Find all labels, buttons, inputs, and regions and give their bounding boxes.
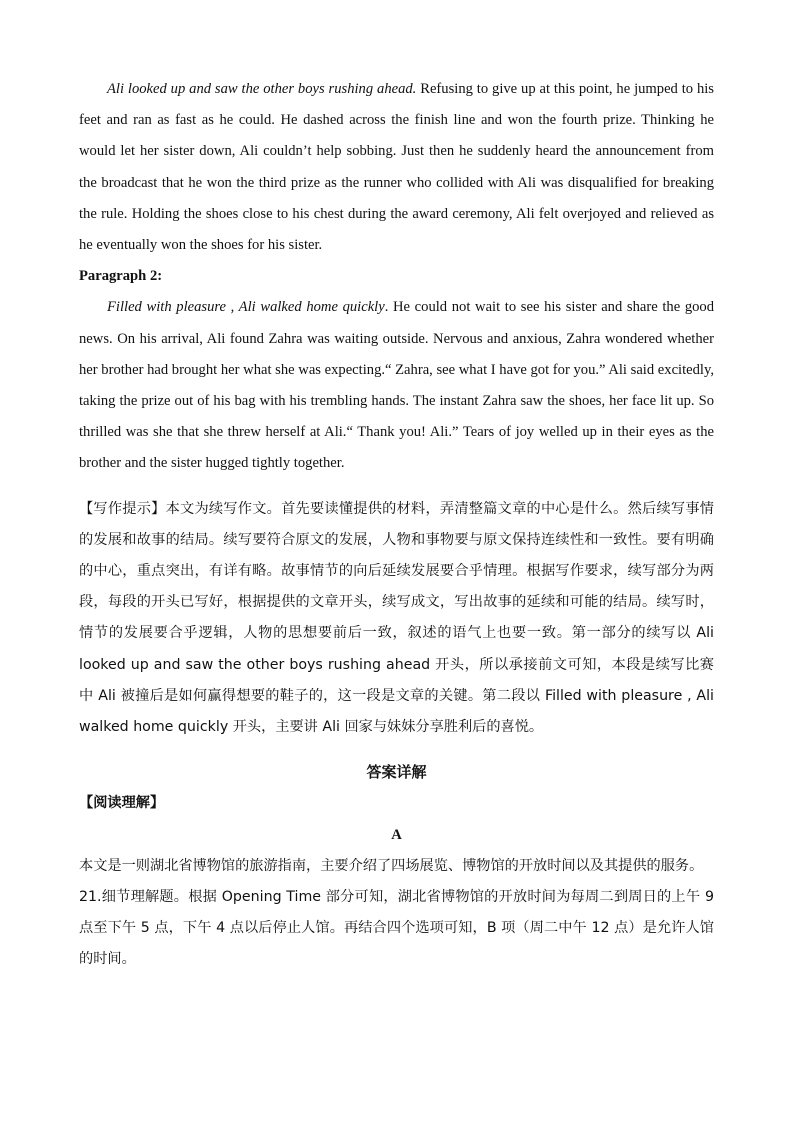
writing-tips-block [79, 494, 714, 744]
paragraph-1-lead: Ali looked up and saw the other boys rushing ahead. [107, 81, 417, 97]
passage-letter: A [391, 826, 402, 843]
paragraph-2-body: . He could not wait to see his sister and share the good news. On his arrival, Ali found Zahra was waiting outside. Nervous and anxious, Zahra wondered whether her brother had brought her what she was expecting.“ Zahra, see what I have got for you.” Ali said excitedly, taking the prize out of his bag with his trembling hands. The instant Zahra saw the shoes, her face lit up. So thrilled was she that she threw herself at Ali.“ Thank you! Ali.” Tears of joy welled up in their eyes as the brother and the sister hugged tightly together. [79, 299, 715, 472]
paragraph-2 [79, 292, 714, 479]
passage-summary: 本文是一则湖北省博物馆的旅游指南，主要介绍了四场展览、博物馆的开放时间以及其提供的服务。 [79, 857, 704, 874]
answer-title: 答案详解 [366, 763, 427, 782]
question-21-explanation: 21.细节理解题。根据 Opening Time 部分可知，湖北省博物馆的开放时间为每周二到周日的上午 9 点至下午 5 点，下午 4 点以后停止人馆。再结合四个选项可知，B 项（周二中午 12 点）是允许人馆的时间。 [79, 889, 714, 968]
writing-tips: 【写作提示】本文为续写作文。首先要读懂提供的材料，弄清整篇文章的中心是什么。然后续写事情的发展和故事的结局。续写要符合原文的发展，人物和事物要与原文保持连续性和一致性。要有明确的中心，重点突出，有详有略。故事情节的向后延续发展要合乎情理。根据写作要求，续写部分为两段，每段的开头已写好，根据提供的文章开头，续写成文，写出故事的延续和可能的结局。续写时，情节的发展要合乎逻辑，人物的思想要前后一致，叙述的语气上也要一致。第一部分的续写以 Ali looked up and saw the other boys rushing ahead 开头，所以承接前文可知，本段是续写比赛中 Ali 被撞后是如何赢得想要的鞋子的，这一段是文章的关键。第二段以 Filled with pleasure , Ali walked home quickly 开头，主要讲 Ali 回家与妹妹分享胜利后的喜悦。 [79, 500, 714, 736]
reading-section-label: 【阅读理解】 [79, 795, 165, 812]
paragraph-1-body: Refusing to give up at this point, he jumped to his feet and ran as fast as he could. He dashed across the finish line and won the fourth prize. Thinking he would let her sister down, Ali couldn’t help sobbing. Just then he suddenly heard the announcement from the broadcast that he won the third prize as the runner who collided with Ali was disqualified for breaking the rule. Holding the shoes close to his chest during the award ceremony, Ali felt overjoyed and relieved as he eventually won the shoes for his sister. [79, 81, 714, 254]
paragraph-2-lead: Filled with pleasure , Ali walked home quickly [107, 299, 385, 316]
paragraph-2-heading: Paragraph 2: [79, 268, 163, 285]
paragraph-1 [79, 74, 714, 261]
page-content [79, 74, 714, 976]
